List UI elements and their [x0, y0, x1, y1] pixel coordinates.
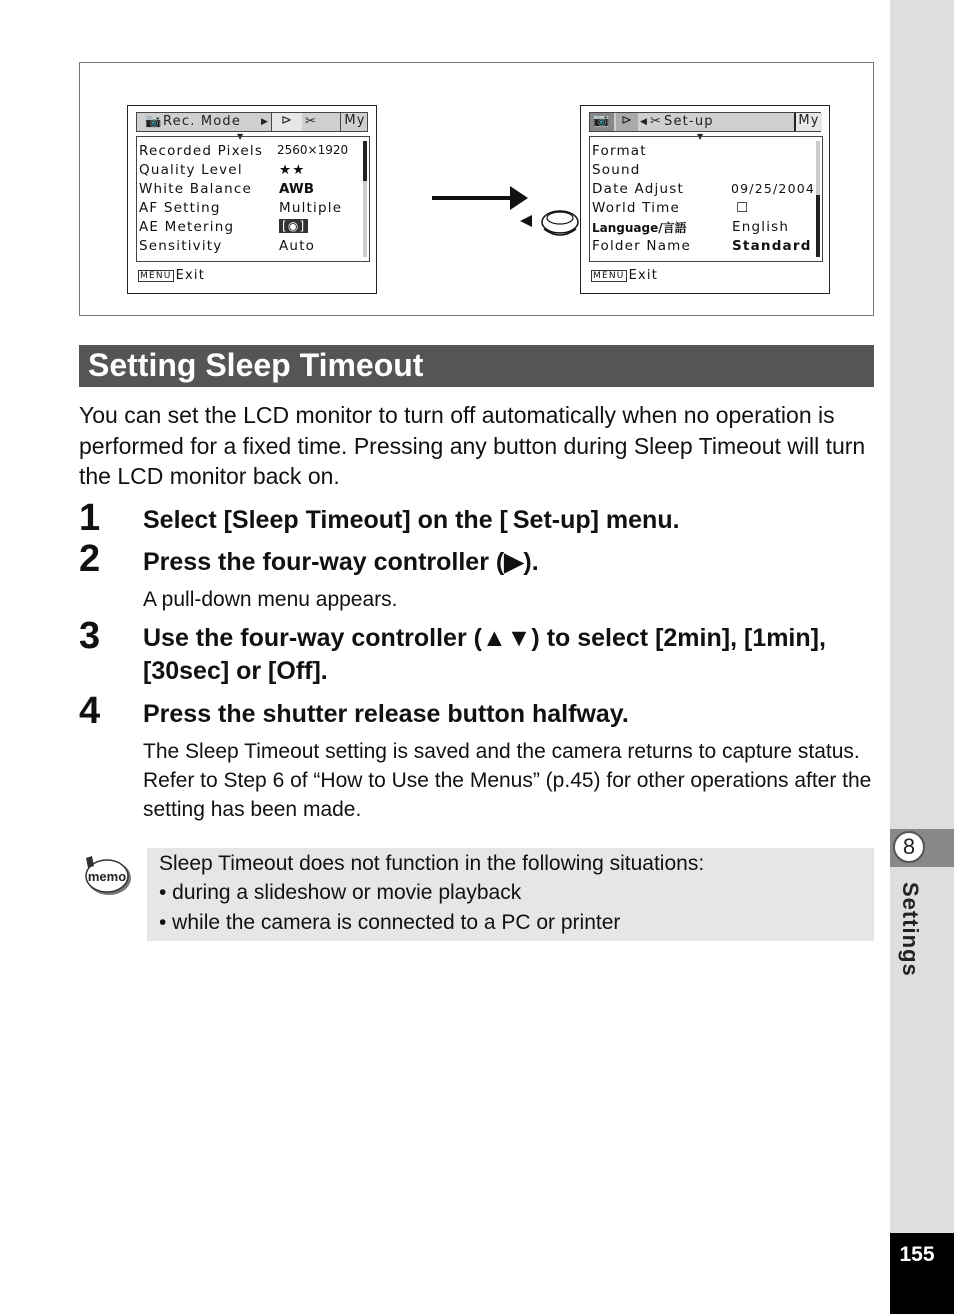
- camera-icon: 📷: [145, 114, 163, 129]
- tab-setup-label: Set-up: [664, 114, 714, 129]
- list-item: Date Adjust 09/25/2004: [592, 181, 816, 197]
- rec-mode-tabs: [136, 112, 368, 132]
- arrow-right-icon: [510, 186, 528, 210]
- step-number: 1: [79, 497, 101, 539]
- arrow-right-icon: ▶: [261, 117, 270, 127]
- chapter-label: Settings: [898, 882, 923, 977]
- intro-paragraph: You can set the LCD monitor to turn off automatically when no operation is performed for a fixed time. Pressing any button during Sleep Timeout will turn the LCD monitor back on.: [79, 402, 866, 489]
- step-note: A pull-down menu appears.: [143, 588, 398, 611]
- wrench-icon: ✂: [305, 114, 318, 129]
- list-item: Recorded Pixels 2560×1920: [139, 143, 349, 159]
- scrollbar-thumb: [816, 195, 820, 257]
- page-number: 155: [899, 1243, 935, 1266]
- list-item: Language/言語 English: [592, 219, 790, 235]
- step-text: Use the four-way controller (▲▼) to select [2min], [1min], [30sec] or [Off].: [143, 624, 826, 685]
- memo-bullet: • while the camera is connected to a PC or printer: [159, 911, 621, 934]
- memo-icon: [82, 852, 132, 898]
- exit-label: MENU Exit: [140, 268, 205, 283]
- tab-my-label: My: [340, 113, 369, 131]
- setup-tabs: [589, 112, 821, 132]
- step-number: 2: [79, 538, 101, 580]
- camera-icon: 📷: [590, 113, 614, 131]
- list-item: Sound: [592, 162, 641, 178]
- arrow-left-icon: ◀: [640, 117, 649, 127]
- pointer-icon: ▼: [237, 132, 245, 141]
- exit-label: MENU Exit: [593, 268, 658, 283]
- section-title: Setting Sleep Timeout: [79, 345, 874, 387]
- list-item: Format: [592, 143, 647, 159]
- step-text: Press the four-way controller (▶).: [143, 548, 539, 576]
- playback-icon: ⊳: [271, 113, 302, 131]
- pointer-icon: ▼: [697, 132, 705, 141]
- step-number: 3: [79, 615, 101, 657]
- list-item: Folder Name Standard: [592, 238, 812, 254]
- memo-bullet: • during a slideshow or movie playback: [159, 881, 522, 904]
- step-text: Select [Sleep Timeout] on the [ Set-up] menu.: [143, 506, 680, 534]
- chapter-number: 8: [893, 831, 925, 863]
- scrollbar-thumb: [363, 141, 367, 181]
- memo-icon-label: memo: [87, 869, 127, 884]
- memo-lead: Sleep Timeout does not function in the following situations:: [159, 852, 705, 875]
- setup-screen: [580, 105, 830, 294]
- arrow-right-line: [432, 196, 512, 200]
- step-number: 4: [79, 690, 101, 732]
- list-item: Quality Level ★★: [139, 162, 306, 178]
- rec-mode-list: [136, 136, 370, 262]
- step-note: The Sleep Timeout setting is saved and the camera returns to capture status. Refer to Step 6 of “How to Use the Menus” (p.45) for other operations after the setting has been made.: [143, 740, 872, 821]
- wrench-icon: ✂: [650, 114, 663, 129]
- playback-icon: ⊳: [616, 113, 638, 131]
- menu-button-icon: MENU: [593, 271, 625, 281]
- menu-figure: [79, 62, 874, 316]
- step-text: Press the shutter release button halfway.: [143, 700, 629, 728]
- menu-button-icon: MENU: [140, 271, 172, 281]
- list-item: AE Metering [◉]: [139, 219, 367, 238]
- rec-mode-screen: [127, 105, 377, 294]
- list-item: White Balance AWB: [139, 181, 315, 197]
- list-item: Sensitivity Auto: [139, 238, 316, 254]
- setup-list: [589, 136, 823, 262]
- list-item: AF Setting Multiple: [139, 200, 343, 216]
- list-item: World Time ☐: [592, 200, 750, 216]
- side-tab: [890, 0, 954, 1314]
- tab-my-label: My: [794, 113, 822, 131]
- tab-rec-mode-label: Rec. Mode: [163, 114, 242, 129]
